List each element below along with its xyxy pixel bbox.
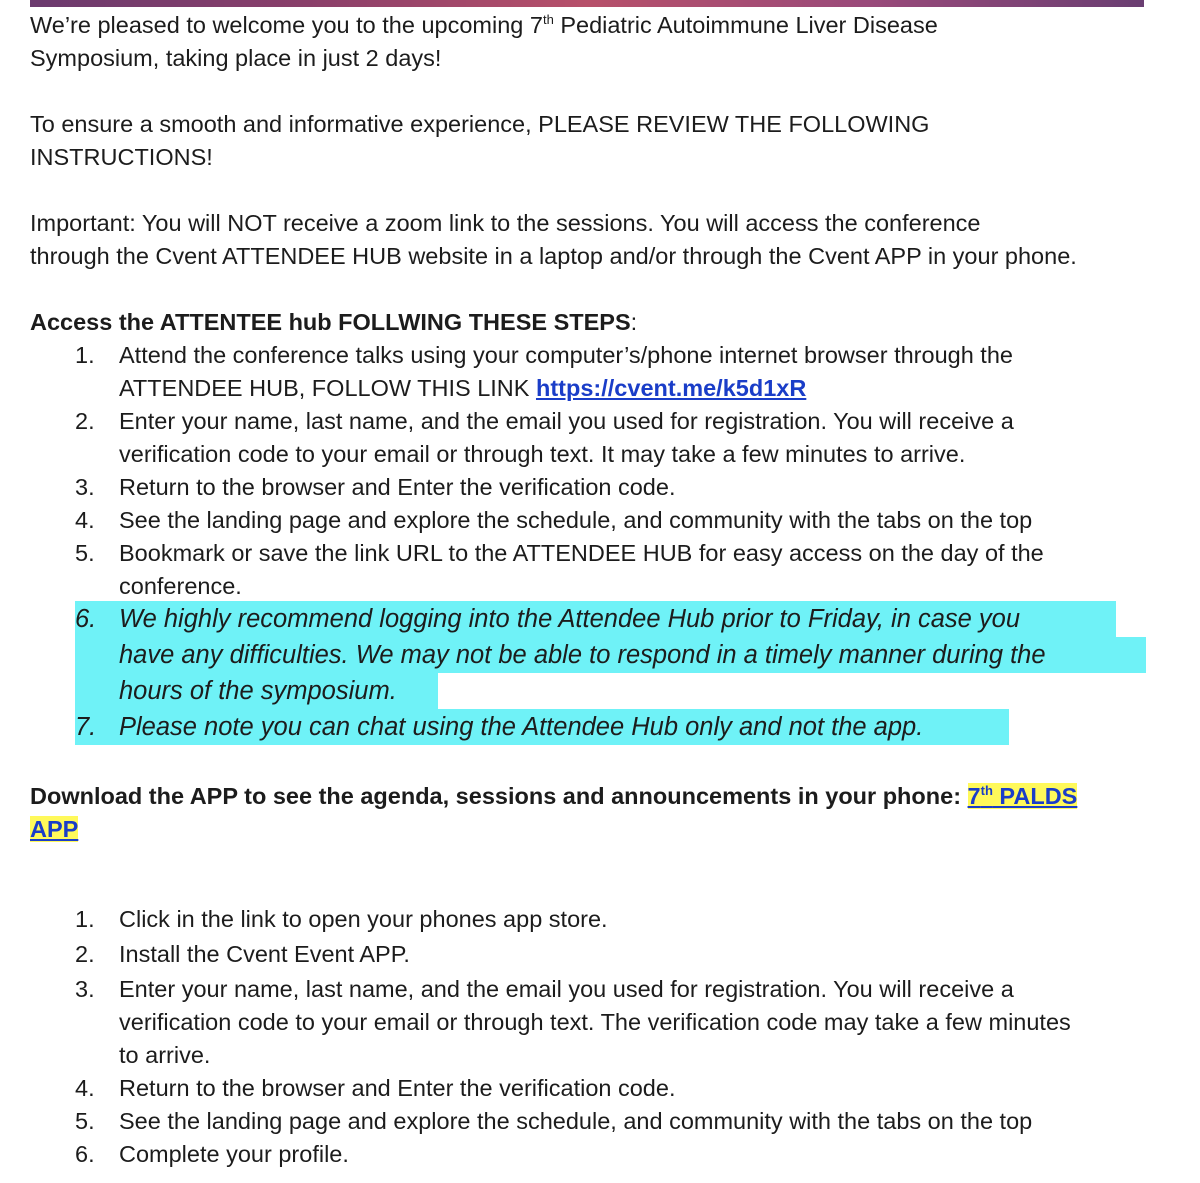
hub-step-4-number: 4. xyxy=(75,507,95,533)
intro-line-1 xyxy=(30,9,938,42)
hub-step-7-line-1: Please note you can chat using the Attendee Hub only and not the app. xyxy=(119,713,924,741)
intro-line-2: Symposium, taking place in just 2 days! xyxy=(30,45,442,71)
app-step-1-line-1: Click in the link to open your phones app store. xyxy=(119,906,608,932)
important-line-2: through the Cvent ATTENDEE HUB website in a laptop and/or through the Cvent APP in your phone. xyxy=(30,243,1077,269)
app-link-text: 7 xyxy=(967,783,981,809)
app-step-3-number: 3. xyxy=(75,976,95,1002)
hub-step-5-line-2: conference. xyxy=(119,573,242,599)
ordinal-suffix: th xyxy=(542,12,554,27)
hub-step-2-number: 2. xyxy=(75,408,95,434)
hub-step-2-line-2: verification code to your email or through text. It may take a few minutes to arrive. xyxy=(119,441,966,467)
hub-step-7-number: 7. xyxy=(75,713,97,741)
app-step-5-number: 5. xyxy=(75,1108,95,1134)
hub-step-6-line-2: have any difficulties. We may not be able to respond in a timely manner during the xyxy=(119,641,1046,669)
intro-text: We’re pleased to welcome you to the upcoming 7 xyxy=(30,12,543,38)
app-link-text: PALDS xyxy=(992,783,1078,809)
app-step-6-line-1: Complete your profile. xyxy=(119,1141,349,1167)
app-step-4-line-1: Return to the browser and Enter the verification code. xyxy=(119,1075,676,1101)
hub-heading-text: Access the ATTENTEE hub FOLLWING THESE STEPS xyxy=(30,309,631,335)
instructions-line-1: To ensure a smooth and informative experience, PLEASE REVIEW THE FOLLOWING xyxy=(30,111,930,137)
app-step-1-number: 1. xyxy=(75,906,95,932)
app-step-4-number: 4. xyxy=(75,1075,95,1101)
app-step-3-line-1: Enter your name, last name, and the email you used for registration. You will receive a xyxy=(119,976,1014,1002)
hub-heading-colon: : xyxy=(630,309,638,335)
app-step-2-number: 2. xyxy=(75,941,95,967)
ordinal-suffix: th xyxy=(980,783,993,798)
palds-app-link-continued[interactable]: APP xyxy=(30,816,79,842)
app-section-heading-line-2 xyxy=(30,813,78,846)
attendee-hub-link[interactable]: https://cvent.me/k5d1xR xyxy=(535,375,807,401)
hub-step-1-line-1: Attend the conference talks using your computer’s/phone internet browser through the xyxy=(119,342,1013,368)
hub-step-3-line-1: Return to the browser and Enter the verification code. xyxy=(119,474,676,500)
hub-step-2-line-1: Enter your name, last name, and the email you used for registration. You will receive a xyxy=(119,408,1014,434)
hub-step-1-text: ATTENDEE HUB, FOLLOW THIS LINK xyxy=(119,375,536,401)
intro-text: Pediatric Autoimmune Liver Disease xyxy=(553,12,938,38)
app-section-heading xyxy=(30,780,1077,813)
hub-step-3-number: 3. xyxy=(75,474,95,500)
instructions-line-2: INSTRUCTIONS! xyxy=(30,144,213,170)
hub-step-6-number: 6. xyxy=(75,605,97,633)
app-step-2-line-1: Install the Cvent Event APP. xyxy=(119,941,410,967)
hub-step-1-line-2 xyxy=(119,372,806,405)
app-heading-text: Download the APP to see the agenda, sessions and announcements in your phone: xyxy=(30,783,968,809)
hub-section-heading xyxy=(30,306,637,339)
app-step-3-line-2: verification code to your email or through text. The verification code may take a few minutes xyxy=(119,1009,1071,1035)
app-step-6-number: 6. xyxy=(75,1141,95,1167)
app-step-5-line-1: See the landing page and explore the schedule, and community with the tabs on the top xyxy=(119,1108,1033,1134)
palds-app-link[interactable] xyxy=(968,783,1078,809)
hub-step-5-number: 5. xyxy=(75,540,95,566)
important-line-1: Important: You will NOT receive a zoom link to the sessions. You will access the conference xyxy=(30,210,981,236)
app-step-3-line-3: to arrive. xyxy=(119,1042,211,1068)
hub-step-6-line-1: We highly recommend logging into the Attendee Hub prior to Friday, in case you xyxy=(119,605,1021,633)
hub-step-1-number: 1. xyxy=(75,342,95,368)
hub-step-6-line-3: hours of the symposium. xyxy=(119,677,397,705)
hub-step-5-line-1: Bookmark or save the link URL to the ATTENDEE HUB for easy access on the day of the xyxy=(119,540,1044,566)
hub-step-4-line-1: See the landing page and explore the schedule, and community with the tabs on the top xyxy=(119,507,1033,533)
